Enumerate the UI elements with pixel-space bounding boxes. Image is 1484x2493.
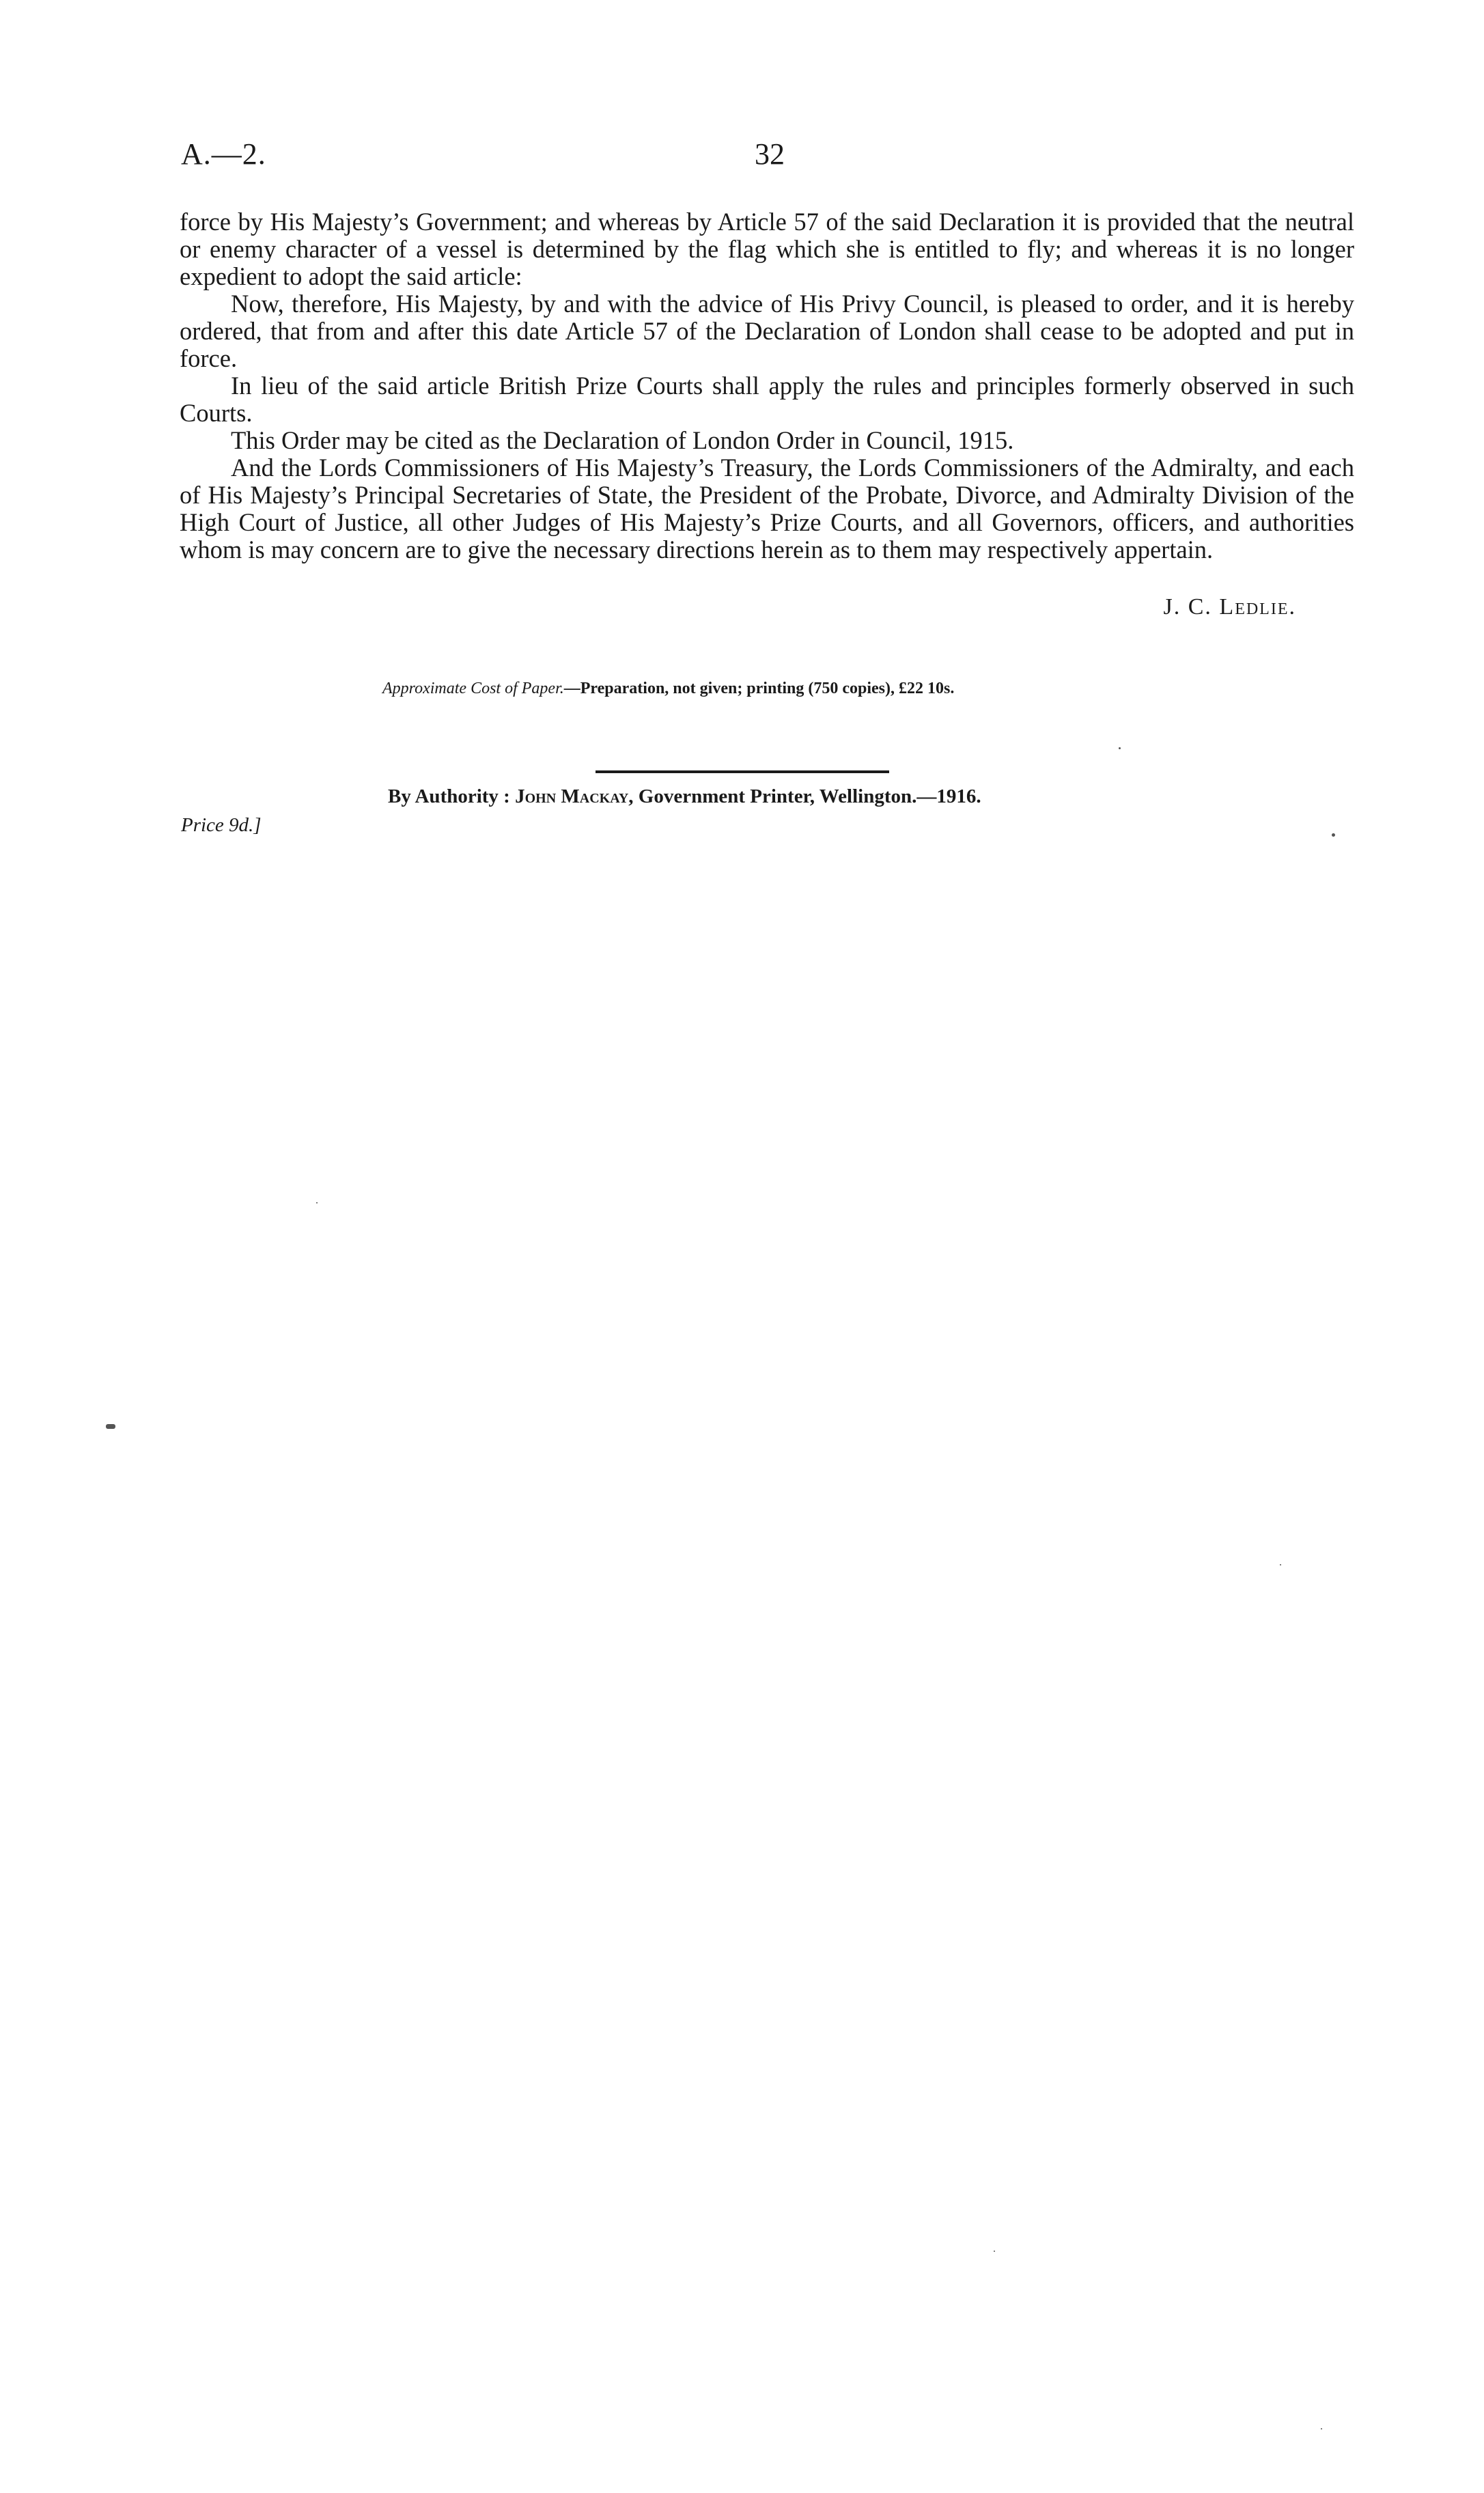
scan-speck [1280,1564,1281,1565]
body-text [180,208,1354,563]
cost-details: —Preparation, not given; printing (750 copies), £22 10s. [563,680,955,697]
scan-speck [1321,2428,1322,2429]
paragraph-1: force by His Majesty’s Government; and whereas by Article 57 of the said Declaration it is provided that the neutral or enemy character of a vessel is determined by the flag which she is entitled to fly; and whereas it is no longer expedient to adopt the said article: [180,208,1354,290]
document-reference: A.—2. [181,137,266,171]
page-number: 32 [755,137,785,171]
printer-name: John Mackay [515,785,629,807]
paragraph-5: And the Lords Commissioners of His Majesty’s Treasury, the Lords Commissioners of the Admiralty, and each of His Majesty’s Principal Secretaries of State, the President of the Probate, Divorce, and Admiralty Division of the High Court of Justice, all other Judges of His Majesty’s Prize Courts, and all Governors, officers, and authorities whom is may concern are to give the necessary directions herein as to them may respectively appertain. [180,454,1354,563]
signature [1164,594,1297,620]
scan-speck [1332,833,1335,837]
signature-surname: Ledlie. [1219,594,1296,619]
paragraph-2: Now, therefore, His Majesty, by and with the advice of His Privy Council, is pleased to order, and it is hereby ordered, that from and after this date Article 57 of the Declaration of London shall cease to be adopted and put in force. [180,290,1354,372]
paragraph-3: In lieu of the said article British Prize Courts shall apply the rules and principles formerly observed in such Courts. [180,372,1354,427]
cost-of-paper-line [382,680,954,698]
scan-speck [1119,747,1121,749]
scan-speck [106,1424,115,1429]
scan-speck [994,2251,995,2252]
imprint-prefix: By Authority : [388,785,516,807]
divider-rule [596,770,889,773]
cost-label: Approximate Cost of Paper. [382,680,564,697]
price-label: Price 9d.] [181,814,262,836]
signature-initials: J. C. [1163,594,1220,619]
paragraph-4: This Order may be cited as the Declaration of London Order in Council, 1915. [231,426,1014,454]
imprint-suffix: , Government Printer, Wellington.—1916. [628,785,981,807]
printer-imprint [388,785,981,808]
scan-speck [316,1202,318,1203]
